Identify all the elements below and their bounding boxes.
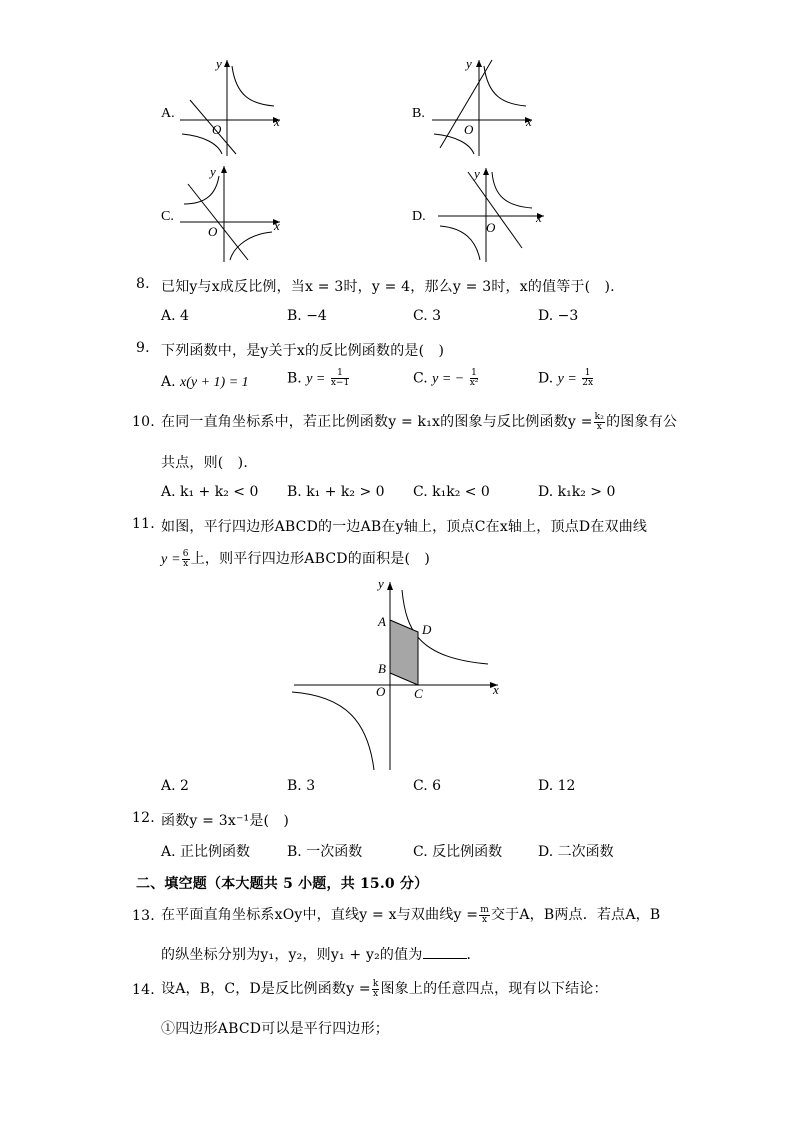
section-2-title: 二、填空题（本大题共 5 小题，共 15.0 分）	[136, 876, 429, 892]
q11-option-a[interactable]: A. 2	[161, 778, 189, 794]
q11-figure	[288, 572, 508, 774]
graph-c-origin: O	[208, 224, 218, 239]
q9-number: 9.	[136, 340, 150, 356]
q8-option-a[interactable]: A. 4	[161, 308, 189, 324]
q12-option-d[interactable]: D. 二次函数	[538, 844, 614, 860]
q11-label-x: x	[493, 682, 499, 697]
q11-option-c[interactable]: C. 6	[413, 778, 442, 794]
graph-a-label: A.	[161, 106, 175, 121]
q9-option-d[interactable]: D. y = $\frac{1}{2x}$	[538, 368, 594, 388]
graph-c-label: C.	[161, 209, 174, 224]
q11-option-d[interactable]: D. 12	[538, 778, 576, 794]
q10-line2: 共点，则( ).	[161, 455, 248, 471]
q12-option-c[interactable]: C. 反比例函数	[413, 844, 503, 860]
graph-b-y: y	[466, 56, 472, 71]
q11-line1: 如图，平行四边形ABCD的一边AB在y轴上，顶点C在x轴上，顶点D在双曲线	[161, 519, 648, 535]
graph-a	[176, 56, 288, 160]
q8-number: 8.	[136, 276, 150, 292]
q10-option-a[interactable]: A. k₁ + k₂ < 0	[161, 484, 259, 500]
q13-answer-blank[interactable]	[423, 946, 467, 959]
graph-b-label: B.	[412, 106, 425, 121]
q14-line1: 设A，B，C，D是反比例函数y = $\frac{k}{x}$ 图象上的任意四点，现有以下结论：	[161, 978, 608, 999]
q11-label-d: D	[422, 622, 432, 637]
q13-number: 13.	[132, 908, 155, 924]
graph-d-y: y	[474, 166, 480, 181]
graph-a-origin: O	[212, 122, 222, 137]
q10-number: 10.	[132, 414, 155, 430]
graph-b-x: x	[526, 114, 532, 129]
q9-option-b[interactable]: B. y = $\frac{1}{x-1}$	[287, 368, 350, 388]
q10-option-d[interactable]: D. k₁k₂ > 0	[538, 484, 616, 500]
q12-text: 函数y = 3x⁻¹是( )	[161, 813, 290, 829]
q11-label-b: B	[378, 661, 386, 676]
q8-text: 已知y与x成反比例，当x = 3时，y = 4，那么y = 3时，x的值等于( ).	[161, 279, 615, 295]
q8-option-b[interactable]: B. −4	[287, 308, 327, 324]
q11-label-a: A	[378, 614, 386, 629]
q14-item-1: ①四边形ABCD可以是平行四边形；	[161, 1021, 389, 1037]
graph-d-label: D.	[412, 209, 426, 224]
q10-line1: 在同一直角坐标系中，若正比例函数y = k₁x的图象与反比例函数y = $\frac{\text{k₂}}{x}$ 的图象有公	[161, 411, 678, 432]
q8-option-c[interactable]: C. 3	[413, 308, 442, 324]
q14-number: 14.	[132, 982, 155, 998]
q11-number: 11.	[132, 516, 155, 532]
graph-c-x: x	[274, 218, 280, 233]
graph-a-y: y	[216, 56, 222, 71]
q12-option-b[interactable]: B. 一次函数	[287, 844, 363, 860]
graph-d	[428, 164, 552, 264]
q13-line1: 在平面直角坐标系xOy中，直线y = x与双曲线y = $\frac{m}{x}$ 交于A，B两点．若点A，B	[161, 904, 661, 925]
q9-option-c[interactable]: C. y = − $\frac{1}{\text{x²}}$	[413, 368, 479, 388]
q11-label-y: y	[378, 576, 384, 591]
q8-option-d[interactable]: D. −3	[538, 308, 579, 324]
q9-text: 下列函数中，是y关于x的反比例函数的是( )	[161, 343, 445, 359]
q11-label-c: C	[414, 686, 423, 701]
graph-b	[428, 56, 540, 160]
graph-a-x: x	[274, 114, 280, 129]
q12-number: 12.	[132, 810, 155, 826]
q13-line2: 的纵坐标分别为y₁，y₂，则y₁ + y₂的值为 ．	[161, 947, 481, 963]
graph-d-origin: O	[486, 220, 496, 235]
q11-option-b[interactable]: B. 3	[287, 778, 316, 794]
graph-d-x: x	[536, 210, 542, 225]
graph-c	[176, 160, 288, 264]
q12-option-a[interactable]: A. 正比例函数	[161, 844, 251, 860]
q11-line2: y = $\frac{6}{x}$ 上，则平行四边形ABCD的面积是( )	[161, 548, 431, 569]
graph-c-y: y	[210, 164, 216, 179]
q9-option-a[interactable]: A. x(y + 1) = 1	[161, 374, 249, 390]
q10-option-c[interactable]: C. k₁k₂ < 0	[413, 484, 490, 500]
q10-option-b[interactable]: B. k₁ + k₂ > 0	[287, 484, 385, 500]
q11-label-o: O	[376, 684, 386, 699]
graph-b-origin: O	[464, 122, 474, 137]
